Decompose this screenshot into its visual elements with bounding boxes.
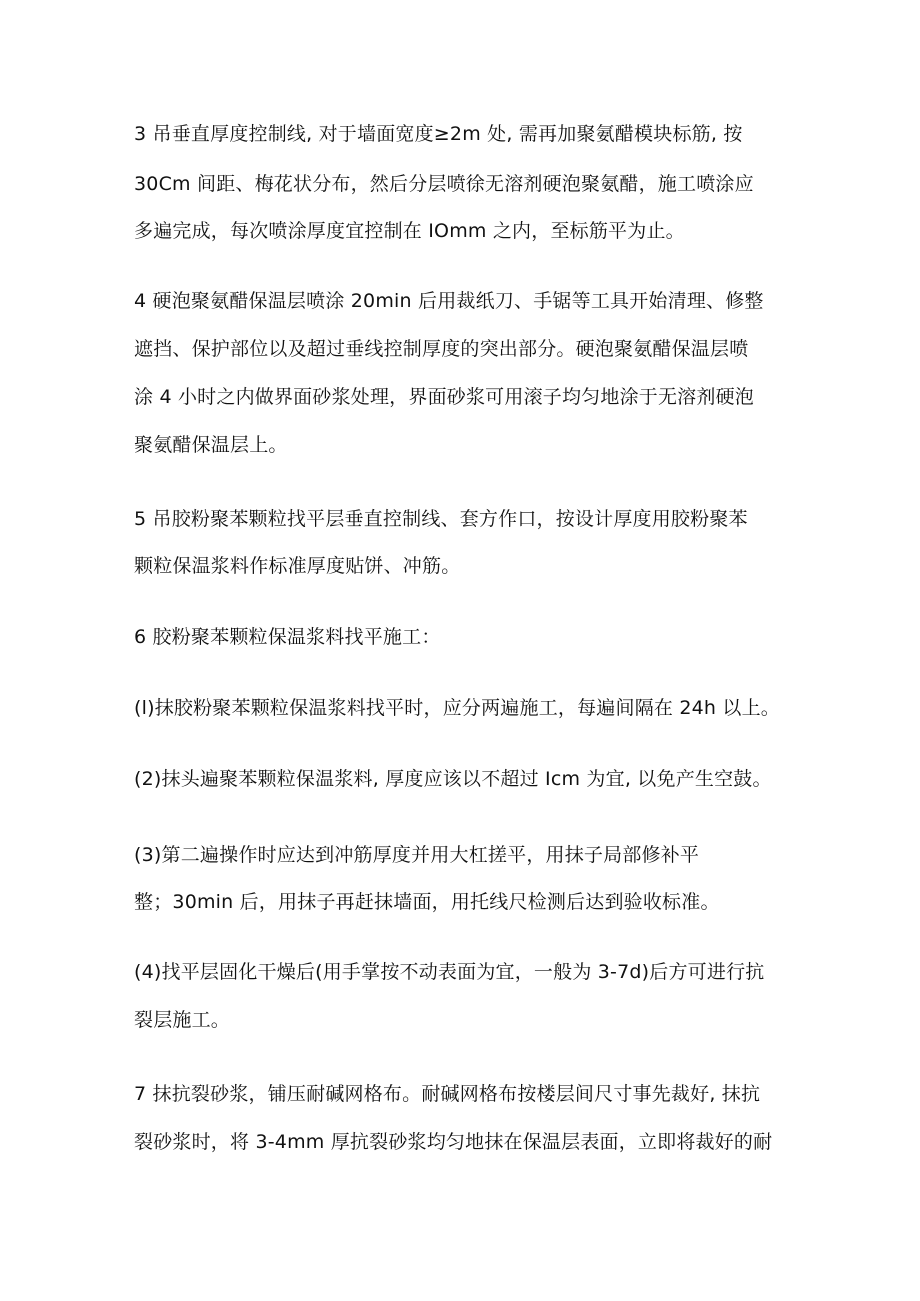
- text-line-18: 裂砂浆时，将 3-4mm 厚抗裂砂浆均匀地抹在保温层表面，立即将裁好的耐: [134, 1131, 773, 1153]
- text-line-17: 7 抹抗裂砂浆，铺压耐碱网格布。耐碱网格布按楼层间尺寸事先裁好, 抹抗: [134, 1083, 761, 1105]
- text-line-11: (l)抹胶粉聚苯颗粒保温浆料找平时，应分两遍施工，每遍间隔在 24h 以上。: [134, 697, 781, 719]
- text-line-3: 多遍完成，每次喷涂厚度宜控制在 IOmm 之内，至标筋平为止。: [134, 220, 685, 242]
- text-line-2: 30Cm 间距、梅花状分布，然后分层喷徐无溶剂硬泡聚氨醋，施工喷涂应: [134, 173, 754, 195]
- text-line-9: 颗粒保温浆料作标准厚度贴饼、冲筋。: [134, 555, 461, 577]
- text-line-13: (3)第二遍操作时应达到冲筋厚度并用大杠搓平，用抹子局部修补平: [134, 844, 700, 866]
- text-line-5: 遮挡、保护部位以及超过垂线控制厚度的突出部分。硬泡聚氨醋保温层喷: [134, 338, 749, 360]
- text-line-14: 整；30min 后，用抹子再赶抹墙面，用托线尺检测后达到验收标准。: [134, 891, 720, 913]
- text-line-1: 3 吊垂直厚度控制线, 对于墙面宽度≥2m 处, 需再加聚氨醋模块标筋, 按: [134, 123, 743, 145]
- text-line-7: 聚氨醋保温层上。: [134, 434, 288, 456]
- text-line-15: (4)找平层固化干燥后(用手掌按不动表面为宜，一般为 3-7d)后方可进行抗: [134, 961, 765, 983]
- text-line-4: 4 硬泡聚氨醋保温层喷涂 20min 后用裁纸刀、手锯等工具开始清理、修整: [134, 290, 764, 312]
- text-line-12: (2)抹头遍聚苯颗粒保温浆料, 厚度应该以不超过 Icm 为宜, 以免产生空鼓。: [134, 768, 772, 790]
- text-line-16: 裂层施工。: [134, 1009, 231, 1031]
- text-line-6: 涂 4 小时之内做界面砂浆处理，界面砂浆可用滚子均匀地涂于无溶剂硬泡: [134, 386, 754, 408]
- text-line-10: 6 胶粉聚苯颗粒保温浆料找平施工：: [134, 626, 441, 648]
- text-line-8: 5 吊胶粉聚苯颗粒找平层垂直控制线、套方作口，按设计厚度用胶粉聚苯: [134, 508, 748, 530]
